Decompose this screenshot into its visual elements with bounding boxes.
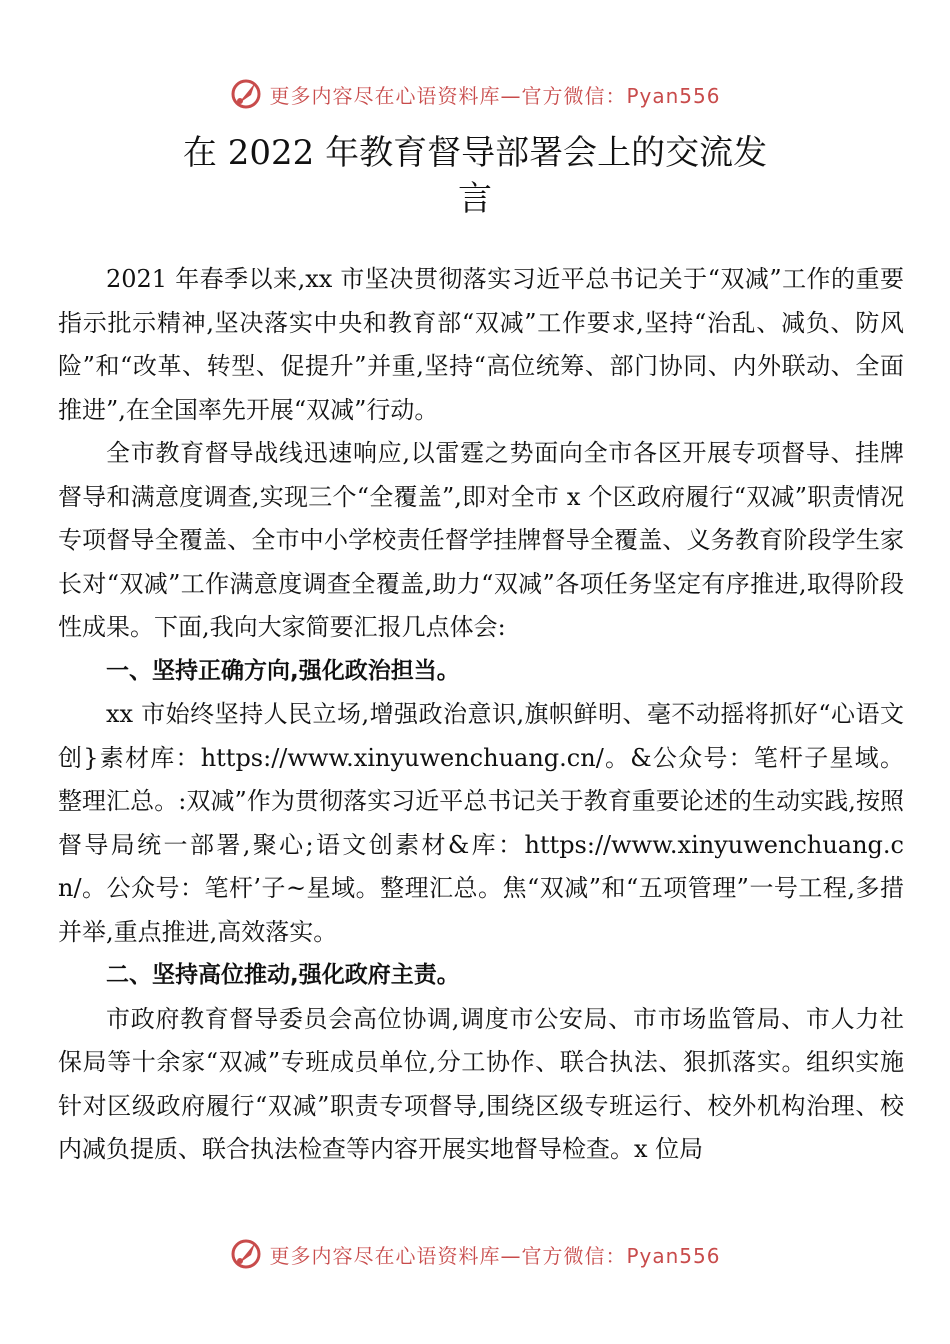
section-heading: 二、坚持高位推动,强化政府主责。 [106,962,460,988]
section-heading: 一、坚持正确方向,强化政治担当。 [106,657,460,684]
document-title [0,130,950,222]
title-line-1: 在 2022 年教育督导部署会上的交流发 [182,133,768,173]
watermark-text: 更多内容尽在心语资料库—官方微信：Pyan556 [269,83,721,108]
quill-seal-icon [229,1237,263,1271]
paragraph: 全市教育督导战线迅速响应,以雷霆之势面向全市各区开展专项督导、挂牌督导和满意度调查,实现三个“全覆盖”,即对全市 x 个区政府履行“双减”职责情况专项督导全覆盖、全市中小学校责任督学挂牌督导全覆盖、义务教育阶段学生家长对“双减”工作满意度调查全覆盖,助力“双减”各项任务坚定有序推进,取得阶段性成果。下面,我向大家简要汇报几点体会: [58,439,904,641]
watermark-banner-bottom [0,1234,950,1274]
watermark-banner-top [0,74,950,114]
paragraph: xx 市始终坚持人民立场,增强政治意识,旗帜鲜明、毫不动摇将抓好“心语文创}素材库：https://www.xinyuwenchuang.cn/。&公众号：笔杆子星域。整理汇总。:双减”作为贯彻落实习近平总书记关于教育重要论述的生动实践,按照督导局统一部署,聚心;语文创素材&库：https://www.xinyuwenchuang.cn/。公众号：笔杆’子~星域。整理汇总。焦“双减”和“五项管理”一号工程,多措并举,重点推进,高效落实。 [58,700,904,946]
watermark-text: 更多内容尽在心语资料库—官方微信：Pyan556 [269,1243,721,1268]
quill-seal-icon [229,77,263,111]
title-line-2: 言 [458,179,492,219]
paragraph: 市政府教育督导委员会高位协调,调度市公安局、市市场监管局、市人力社保局等十余家“双减”专班成员单位,分工协作、联合执法、狠抓落实。组织实施针对区级政府履行“双减”职责专项督导,围绕区级专班运行、校外机构治理、校内减负提质、联合执法检查等内容开展实地督导检查。x 位局 [58,1004,904,1163]
document-body [58,258,904,1172]
paragraph: 2021 年春季以来,xx 市坚决贯彻落实习近平总书记关于“双减”工作的重要指示批示精神,坚决落实中央和教育部“双减”工作要求,坚持“治乱、减负、防风险”和“改革、转型、促提升”并重,坚持“高位统筹、部门协同、内外联动、全面推进”,在全国率先开展“双减”行动。 [58,265,904,424]
